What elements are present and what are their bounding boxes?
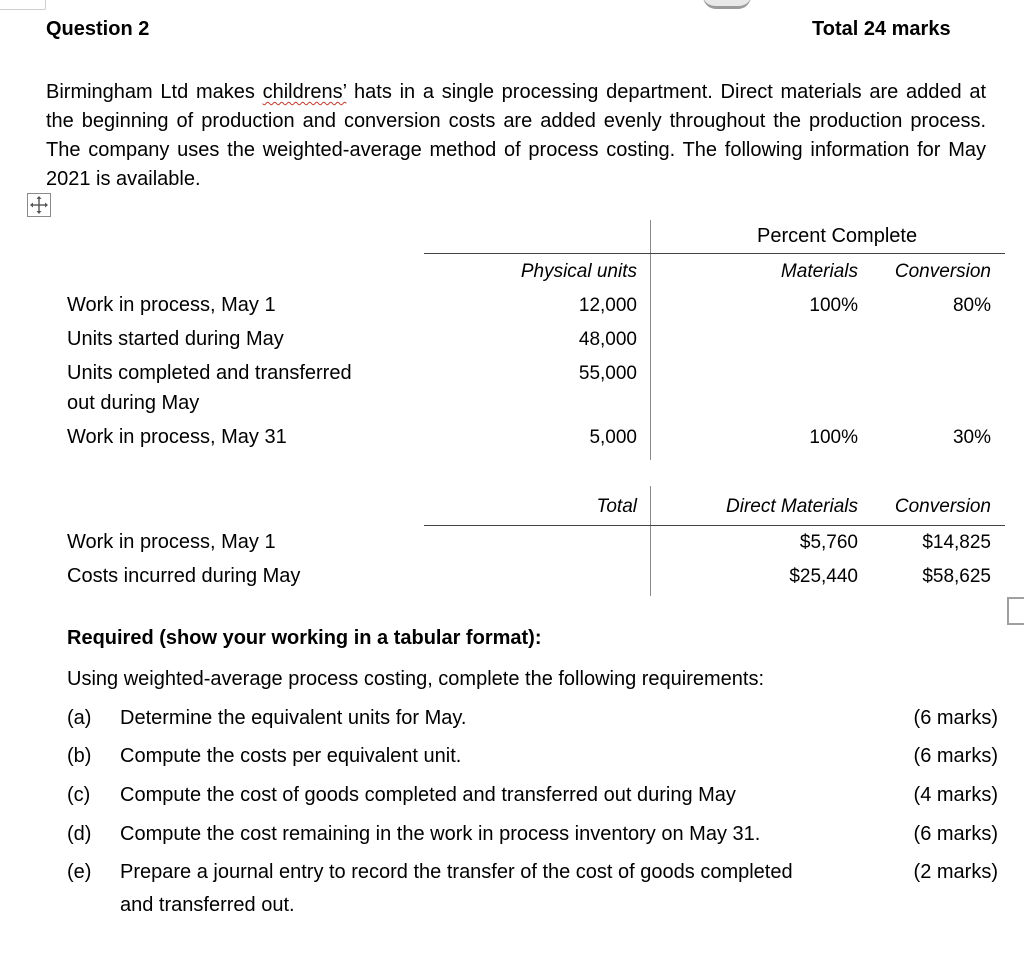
item-letter: (c) (67, 784, 91, 806)
conversion-value: $14,825 (922, 532, 991, 553)
item-letter: (d) (67, 823, 92, 845)
row-label: Units completed and transferred (67, 362, 352, 384)
table-divider (650, 220, 651, 460)
col-materials: Materials (780, 261, 858, 282)
spellcheck-flagged-word[interactable]: childrens’ (262, 81, 347, 103)
physical-value: 55,000 (578, 363, 637, 384)
table-divider (650, 486, 651, 596)
item-text: Determine the equivalent units for May. (120, 707, 467, 729)
required-instruction: Using weighted-average process costing, complete the following requirements: (67, 668, 765, 690)
item-text: Compute the cost remaining in the work in process inventory on May 31. (120, 823, 761, 845)
dm-value: $5,760 (799, 532, 858, 553)
row-label: Units started during May (67, 328, 284, 350)
row-label-continued: out during May (67, 392, 200, 414)
table-move-handle[interactable] (27, 193, 51, 217)
header-rule (424, 525, 1005, 526)
conversion-value: 30% (952, 427, 991, 448)
physical-value: 5,000 (589, 427, 637, 448)
materials-value: 100% (809, 427, 858, 448)
total-marks: Total 24 marks (812, 18, 951, 40)
physical-value: 12,000 (578, 295, 637, 316)
row-label: Work in process, May 31 (67, 426, 287, 448)
conversion-value: 80% (952, 295, 991, 316)
item-marks: (6 marks) (913, 823, 998, 845)
page-corner-decoration (0, 0, 46, 10)
item-marks: (4 marks) (913, 784, 998, 806)
physical-value: 48,000 (578, 329, 637, 350)
header-rule (424, 253, 1005, 254)
item-text: Prepare a journal entry to record the transfer of the cost of goods completed (120, 861, 793, 883)
materials-value: 100% (809, 295, 858, 316)
col-total: Total (596, 496, 637, 517)
item-letter: (a) (67, 707, 92, 729)
conversion-value: $58,625 (922, 566, 991, 587)
col-conversion: Conversion (894, 496, 991, 517)
required-heading: Required (show your working in a tabular format): (67, 627, 542, 649)
col-physical-units: Physical units (520, 261, 637, 282)
col-conversion: Conversion (894, 261, 991, 282)
item-marks: (6 marks) (913, 745, 998, 767)
item-marks: (6 marks) (913, 707, 998, 729)
side-frame-decoration (1007, 597, 1024, 625)
top-handle-decoration (703, 0, 751, 9)
dm-value: $25,440 (789, 566, 858, 587)
percent-complete-header: Percent Complete (757, 225, 918, 247)
intro-paragraph: Birmingham Ltd makes childrens’ hats in a single processing department. Direct materials are added at the beginning of production and conversion costs are added evenly throughout the production process. The company uses the weighted-average method of process costing. The following information for May 2021 is available. (46, 81, 986, 190)
row-label: Costs incurred during May (67, 565, 301, 587)
item-text-continued: and transferred out. (120, 894, 295, 916)
item-letter: (e) (67, 861, 92, 883)
row-label: Work in process, May 1 (67, 294, 276, 316)
col-direct-materials: Direct Materials (726, 496, 858, 517)
item-marks: (2 marks) (913, 861, 998, 883)
row-label: Work in process, May 1 (67, 531, 276, 553)
question-title: Question 2 (46, 18, 150, 40)
item-text: Compute the cost of goods completed and transferred out during May (120, 784, 736, 806)
move-arrows-icon (28, 194, 50, 216)
item-letter: (b) (67, 745, 92, 767)
item-text: Compute the costs per equivalent unit. (120, 745, 462, 767)
